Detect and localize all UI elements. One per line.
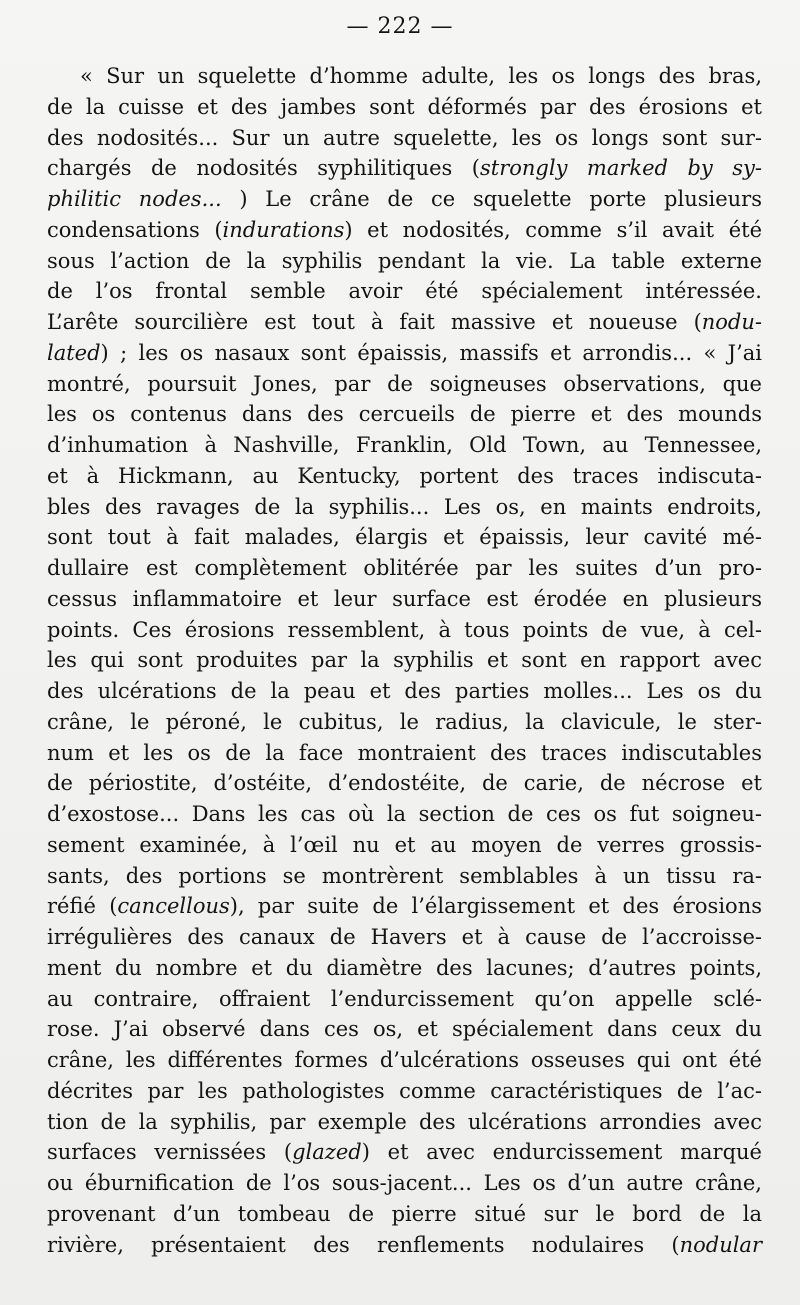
text-line — [47, 92, 762, 123]
text-line — [47, 1076, 762, 1107]
italic-text: nodu- — [701, 310, 762, 334]
text-line — [47, 184, 762, 215]
text-line — [47, 522, 762, 553]
text-line — [47, 1230, 762, 1261]
text-segment: de la cuisse et des jambes sont déformés par des érosions et — [47, 94, 762, 119]
text-line — [47, 307, 762, 338]
italic-text: glazed — [292, 1140, 362, 1165]
text-segment: points. Ces érosions ressemblent, à tous points de vue, à cel- — [47, 617, 762, 642]
text-segment: réfié ( — [47, 894, 118, 919]
text-segment: sont tout à fait malades, élargis et épaissis, leur cavité mé- — [47, 525, 762, 550]
text-line — [47, 830, 762, 861]
text-segment: les qui sont produites par la syphilis et sont en rapport avec — [47, 648, 762, 673]
text-segment: de l’os frontal semble avoir été spécialement intéressée. — [47, 279, 762, 304]
text-line — [47, 799, 762, 830]
text-segment: crâne, le péroné, le cubitus, le radius, la clavicule, le ster- — [47, 709, 762, 734]
text-line — [47, 707, 762, 738]
italic-text: philitic nodes... — [47, 187, 222, 211]
text-line — [47, 1137, 762, 1168]
text-segment: irrégulières des canaux de Havers et à cause de l’accroisse- — [47, 925, 762, 949]
text-line — [47, 1199, 762, 1230]
text-segment: tion de la syphilis, par exemple des ulcérations arrondies avec — [47, 1109, 762, 1134]
text-segment: ) et avec endurcissement marqué — [361, 1140, 762, 1165]
text-segment: « Sur un squelette d’homme adulte, les os longs des bras, — [80, 64, 762, 88]
text-segment: surfaces vernissées ( — [47, 1140, 293, 1165]
text-segment: rose. J’ai observé dans ces os, et spécialement dans ceux du — [47, 1017, 762, 1042]
text-line — [47, 984, 762, 1015]
text-segment: chargés de nodosités syphilitiques ( — [47, 156, 480, 181]
text-segment: rivière, présentaient des renflements nodulaires ( — [47, 1232, 680, 1257]
text-line — [47, 153, 762, 184]
italic-text: strongly marked by sy- — [479, 156, 762, 181]
text-line — [47, 399, 762, 430]
text-segment: L’arête sourcilière est tout à fait massive et noueuse ( — [47, 310, 702, 334]
italic-text: lated — [47, 340, 101, 365]
text-segment: au contraire, offraient l’endurcissement qu’on appelle sclé- — [47, 986, 762, 1011]
text-segment: ou éburnification de l’os sous-jacent... Les os d’un autre crâne, — [47, 1171, 762, 1195]
text-segment: décrites par les pathologistes comme caractéristiques de l’ac- — [47, 1078, 762, 1103]
text-segment: ) ; les os nasaux sont épaissis, massifs et arrondis... « J’ai — [100, 340, 762, 365]
text-line — [47, 738, 762, 769]
text-line — [47, 215, 762, 246]
italic-text: indurations — [222, 217, 345, 242]
italic-text: nodular — [679, 1232, 762, 1257]
text-line — [47, 645, 762, 676]
text-line — [47, 1045, 762, 1076]
text-segment: ) Le crâne de ce squelette porte plusieurs — [221, 187, 762, 211]
text-line — [47, 276, 762, 307]
text-line — [47, 246, 762, 277]
text-line — [47, 768, 762, 799]
text-line — [47, 123, 762, 154]
text-line — [47, 430, 762, 461]
text-segment: cessus inflammatoire et leur surface est érodée en plusieurs — [47, 586, 762, 611]
text-segment: les os contenus dans des cercueils de pierre et des mounds — [47, 402, 762, 427]
text-line — [47, 1014, 762, 1045]
text-segment: ) et nodosités, comme s’il avait été — [344, 217, 762, 242]
text-segment: num et les os de la face montraient des traces indiscutables — [47, 740, 762, 765]
text-segment: d’inhumation à Nashville, Franklin, Old Town, au Tennessee, — [47, 433, 762, 457]
text-line — [47, 584, 762, 615]
text-line — [47, 615, 762, 646]
text-segment: ), par suite de l’élargissement et des érosions — [229, 894, 762, 919]
text-segment: de périostite, d’ostéite, d’endostéite, de carie, de nécrose et — [47, 771, 762, 796]
text-segment: sement examinée, à l’œil nu et au moyen de verres grossis- — [47, 832, 762, 857]
text-line — [47, 1107, 762, 1138]
text-line — [47, 1168, 762, 1199]
text-segment: ment du nombre et du diamètre des lacunes; d’autres points, — [47, 955, 762, 980]
text-line — [47, 553, 762, 584]
italic-text: cancellous — [117, 894, 230, 919]
text-line — [47, 61, 762, 92]
text-segment: sants, des portions se montrèrent semblables à un tissu ra- — [47, 863, 762, 888]
text-segment: montré, poursuit Jones, par de soigneuses observations, que — [47, 371, 762, 396]
page-number: — 222 — — [346, 14, 454, 39]
text-line — [47, 461, 762, 492]
text-segment: d’exostose... Dans les cas où la section de ces os fut soigneu- — [47, 802, 762, 826]
text-line — [47, 891, 762, 922]
text-line — [47, 369, 762, 400]
text-segment: provenant d’un tombeau de pierre situé sur le bord de la — [47, 1201, 762, 1226]
text-segment: dullaire est complètement oblitérée par les suites d’un pro- — [47, 556, 762, 580]
text-line — [47, 338, 762, 369]
text-segment: crâne, les différentes formes d’ulcérations osseuses qui ont été — [47, 1048, 762, 1072]
text-line — [47, 861, 762, 892]
text-line — [47, 676, 762, 707]
text-line — [47, 492, 762, 523]
text-line — [47, 922, 762, 953]
text-segment: et à Hickmann, au Kentucky, portent des traces indiscuta- — [47, 463, 762, 488]
body-text — [47, 61, 762, 1260]
text-segment: des nodosités... Sur un autre squelette, les os longs sont sur- — [47, 125, 762, 150]
text-segment: sous l’action de la syphilis pendant la vie. La table externe — [47, 248, 762, 273]
text-segment: bles des ravages de la syphilis... Les os, en maints endroits, — [47, 494, 762, 519]
text-segment: condensations ( — [47, 217, 223, 242]
text-segment: des ulcérations de la peau et des parties molles... Les os du — [47, 679, 762, 703]
text-line — [47, 953, 762, 984]
